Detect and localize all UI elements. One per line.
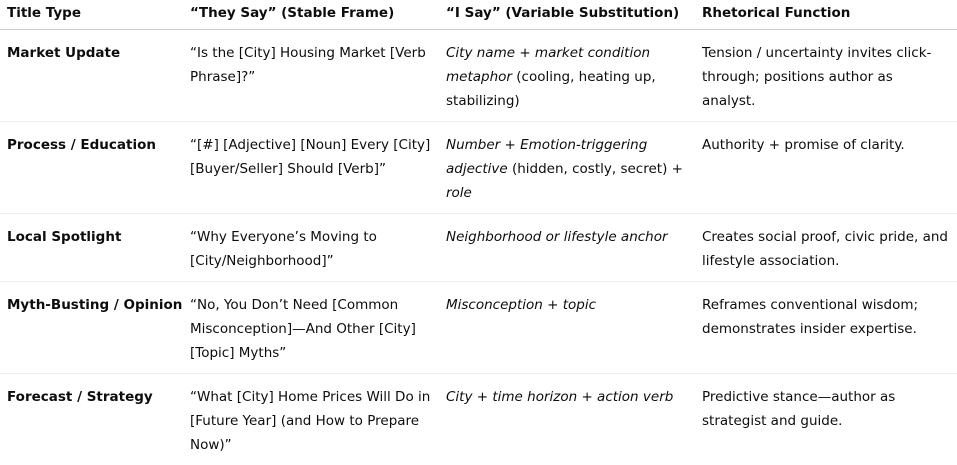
cell-i-say bbox=[439, 373, 695, 465]
cell-they-say: “No, You Don’t Need [Common Misconception]—And Other [City] [Topic] Myths” bbox=[183, 281, 439, 373]
i-say-plain: (hidden, costly, secret) + bbox=[507, 160, 683, 177]
cell-rhetorical-function: Authority + promise of clarity. bbox=[695, 121, 957, 213]
cell-rhetorical-function: Creates social proof, civic pride, and lifestyle association. bbox=[695, 213, 957, 281]
i-say-italic: Number + Emotion-triggering adjective bbox=[446, 136, 648, 177]
cell-title-type: Process / Education bbox=[0, 121, 183, 213]
cell-i-say bbox=[439, 213, 695, 281]
cell-rhetorical-function: Tension / uncertainty invites click-through; positions author as analyst. bbox=[695, 29, 957, 121]
cell-i-say bbox=[439, 29, 695, 121]
header-i-say: “I Say” (Variable Substitution) bbox=[439, 0, 695, 29]
header-title-type: Title Type bbox=[0, 0, 183, 29]
cell-title-type: Market Update bbox=[0, 29, 183, 121]
header-they-say: “They Say” (Stable Frame) bbox=[183, 0, 439, 29]
i-say-plain: (cooling, heating up, stabilizing) bbox=[446, 68, 656, 109]
i-say-italic-2: role bbox=[446, 184, 472, 201]
cell-i-say bbox=[439, 281, 695, 373]
cell-i-say bbox=[439, 121, 695, 213]
i-say-italic: Misconception + topic bbox=[446, 296, 597, 313]
cell-they-say: “Is the [City] Housing Market [Verb Phrase]?” bbox=[183, 29, 439, 121]
table-row bbox=[0, 121, 957, 213]
cell-title-type: Forecast / Strategy bbox=[7, 388, 153, 405]
cell-title-type: Myth-Busting / Opinion bbox=[0, 281, 183, 373]
cell-rhetorical-function: Predictive stance—author as strategist and guide. bbox=[702, 388, 896, 429]
table-row bbox=[0, 213, 957, 281]
header-rhetorical-function: Rhetorical Function bbox=[695, 0, 957, 29]
i-say-italic: City name + market condition metaphor bbox=[446, 44, 651, 85]
table-row bbox=[0, 29, 957, 121]
table-row bbox=[0, 281, 957, 373]
cell-title-type: Local Spotlight bbox=[0, 213, 183, 281]
i-say-italic: City + time horizon + action verb bbox=[446, 388, 674, 405]
cell-they-say: “Why Everyone’s Moving to [City/Neighborhood]” bbox=[183, 213, 439, 281]
cell-rhetorical-function: Reframes conventional wisdom; demonstrates insider expertise. bbox=[695, 281, 957, 373]
table-row bbox=[0, 373, 957, 465]
table-header-row bbox=[0, 0, 957, 29]
i-say-italic: Neighborhood or lifestyle anchor bbox=[446, 228, 668, 245]
cell-they-say: “What [City] Home Prices Will Do in [Future Year] (and How to Prepare Now)” bbox=[190, 388, 431, 453]
cell-they-say: “[#] [Adjective] [Noun] Every [City] [Buyer/Seller] Should [Verb]” bbox=[183, 121, 439, 213]
